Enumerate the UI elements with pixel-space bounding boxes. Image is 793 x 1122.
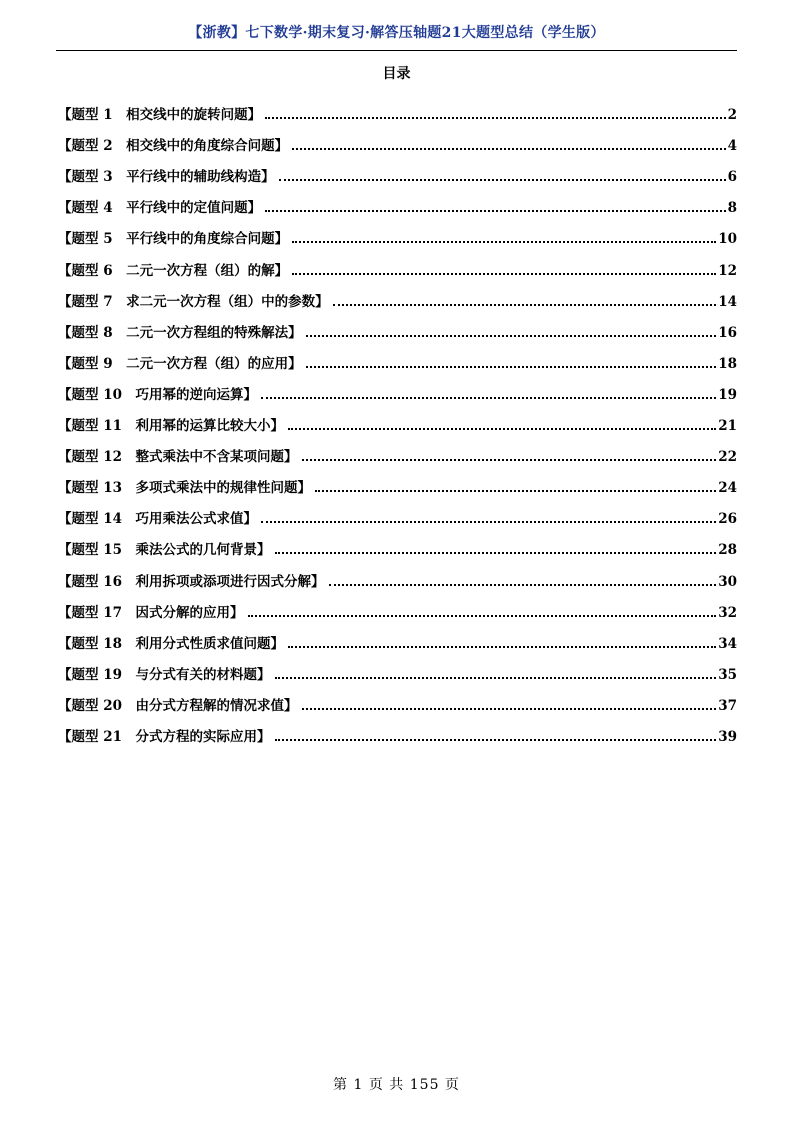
toc-entry-page-number: 2 [727,107,737,124]
toc-dot-leader [275,552,717,554]
toc-entry-label: 【题型 4 平行线中的定值问题】 [58,200,262,217]
toc-entry-label: 【题型 13 多项式乘法中的规律性问题】 [58,480,311,497]
toc-entry-page-number: 35 [718,666,737,683]
toc-entry[interactable] [58,247,737,278]
toc-entry-page-number: 10 [718,231,737,248]
toc-dot-leader [265,210,726,212]
toc-entry-label: 【题型 17 因式分解的应用】 [58,604,244,621]
toc-entry[interactable] [58,154,737,185]
toc-entry-label: 【题型 1 相交线中的旋转问题】 [58,107,262,124]
toc-entry[interactable] [58,279,737,310]
toc-dot-leader [302,708,717,710]
toc-entry-page-number: 26 [718,511,737,528]
toc-dot-leader [275,677,717,679]
toc-entry-label: 【题型 19 与分式有关的材料题】 [58,666,271,683]
toc-entry-page-number: 6 [727,169,737,186]
toc-entry-page-number: 28 [718,542,737,559]
toc-entry-label: 【题型 6 二元一次方程（组）的解】 [58,262,289,279]
toc-dot-leader [302,459,717,461]
toc-dot-leader [265,117,726,119]
toc-entry[interactable] [58,434,737,465]
toc-entry-page-number: 16 [718,324,737,341]
toc-dot-leader [248,615,717,617]
toc-dot-leader [261,397,716,399]
toc-entry-page-number: 32 [718,604,737,621]
toc-entry-page-number: 14 [718,293,737,310]
toc-entry-page-number: 12 [718,262,737,279]
toc-entry[interactable] [58,714,737,745]
toc-dot-leader [292,148,726,150]
toc-entry-page-number: 30 [718,573,737,590]
toc-entry[interactable] [58,465,737,496]
toc-entry[interactable] [58,310,737,341]
toc-dot-leader [288,428,716,430]
header-divider [56,50,737,51]
toc-title: 目录 [382,66,411,82]
toc-entry-label: 【题型 20 由分式方程解的情况求值】 [58,697,298,714]
toc-dot-leader [279,179,726,181]
toc-dot-leader [333,304,717,306]
toc-entry-label: 【题型 10 巧用幂的逆向运算】 [58,386,257,403]
toc-dot-leader [306,366,717,368]
toc-entry-page-number: 39 [718,728,737,745]
toc-entry[interactable] [58,590,737,621]
toc-entry-label: 【题型 5 平行线中的角度综合问题】 [58,231,289,248]
toc-entry[interactable] [58,372,737,403]
toc-entry-label: 【题型 11 利用幂的运算比较大小】 [58,418,284,435]
toc-entry[interactable] [58,341,737,372]
toc-entry-page-number: 8 [727,200,737,217]
toc-entry-label: 【题型 3 平行线中的辅助线构造】 [58,169,275,186]
toc-entry-label: 【题型 14 巧用乘法公式求值】 [58,511,257,528]
toc-entry[interactable] [58,123,737,154]
toc-entry[interactable] [58,92,737,123]
toc-entry-label: 【题型 18 利用分式性质求值问题】 [58,635,284,652]
toc-dot-leader [292,241,716,243]
toc-dot-leader [315,490,716,492]
toc-entry-page-number: 24 [718,480,737,497]
toc-entry-page-number: 4 [727,138,737,155]
toc-entry-page-number: 37 [718,697,737,714]
toc-entry-label: 【题型 2 相交线中的角度综合问题】 [58,138,289,155]
toc-entry[interactable] [58,621,737,652]
toc-entry-label: 【题型 9 二元一次方程（组）的应用】 [58,355,302,372]
toc-entry[interactable] [58,652,737,683]
toc-entry-page-number: 34 [718,635,737,652]
toc-entry[interactable] [58,683,737,714]
toc-dot-leader [275,739,717,741]
toc-entry-label: 【题型 8 二元一次方程组的特殊解法】 [58,324,302,341]
page-footer: 第 1 页 共 155 页 [333,1077,460,1093]
toc-entry[interactable] [58,496,737,527]
toc-dot-leader [288,646,716,648]
page-header: 【浙教】七下数学·期末复习·解答压轴题21大题型总结（学生版） [188,25,605,41]
toc-entry-label: 【题型 21 分式方程的实际应用】 [58,728,271,745]
toc-entry[interactable] [58,185,737,216]
toc-dot-leader [292,273,716,275]
toc-entry-page-number: 18 [718,355,737,372]
toc-entry-page-number: 19 [718,386,737,403]
toc-entry[interactable] [58,403,737,434]
toc-entry-page-number: 21 [718,418,737,435]
toc-entry[interactable] [58,558,737,589]
toc-dot-leader [329,584,717,586]
toc-entry-page-number: 22 [718,449,737,466]
toc-entry[interactable] [58,216,737,247]
toc-dot-leader [306,335,717,337]
toc-entry-label: 【题型 15 乘法公式的几何背景】 [58,542,271,559]
toc-entry-label: 【题型 16 利用拆项或添项进行因式分解】 [58,573,325,590]
table-of-contents [58,92,737,745]
toc-entry[interactable] [58,527,737,558]
toc-entry-label: 【题型 12 整式乘法中不含某项问题】 [58,449,298,466]
toc-dot-leader [261,521,716,523]
toc-entry-label: 【题型 7 求二元一次方程（组）中的参数】 [58,293,329,310]
